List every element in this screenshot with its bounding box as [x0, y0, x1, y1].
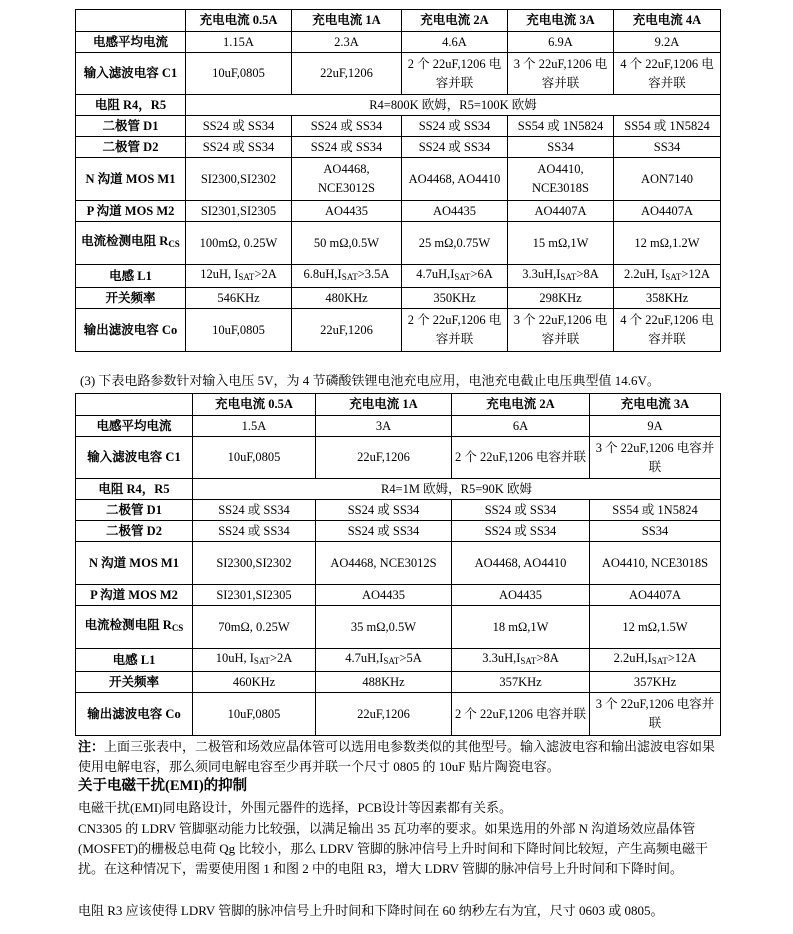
table-header-row	[76, 10, 721, 32]
table-cell: SS24 或 SS34	[402, 116, 508, 137]
note-prefix: 注：	[78, 739, 105, 754]
table-row	[76, 437, 721, 479]
table-row	[76, 542, 721, 585]
table-cell: SS24 或 SS34	[292, 116, 402, 137]
cell-text: >3.5A	[357, 267, 390, 281]
row-label: 输入滤波电容 C1	[76, 437, 193, 479]
table-cell: 3 个 22uF,1206 电容并联	[508, 309, 614, 352]
column-header: 充电电流 1A	[292, 10, 402, 32]
table-row	[76, 201, 721, 222]
row-label-subscript: CS	[171, 623, 184, 633]
table-row	[76, 95, 721, 116]
table-cell: 6A	[452, 416, 590, 437]
column-header: 充电电流 0.5A	[186, 10, 292, 32]
table-cell: 298KHz	[508, 288, 614, 309]
table-cell: 35 mΩ,0.5W	[316, 606, 452, 649]
table-cell: SS24 或 SS34	[316, 521, 452, 542]
row-label: 输入滤波电容 C1	[76, 53, 186, 95]
table-cell: SS24 或 SS34	[452, 500, 590, 521]
emi-paragraph-2: CN3305 的 LDRV 管脚驱动能力比较强，以满足输出 35 瓦功率的要求。如果选用的外部 N 沟道场效应晶体管(MOSFET)的栅极总电荷 Qg 比较小，那么 LDRV 管脚的脉冲信号上升时间和下降时间比较短，产生高频电磁干扰。在这种情况下，需要使用图 1 和图 2 中的电阻 R3，增大 LDRV 管脚的脉冲信号上升时间和下降时间。	[78, 821, 708, 876]
table-cell: 2 个 22uF,1206 电容并联	[402, 309, 508, 352]
cell-text: 6.8uH,I	[303, 267, 342, 281]
table-cell: SS54 或 1N5824	[590, 500, 721, 521]
table-cell: 22uF,1206	[316, 693, 452, 736]
table-cell: AO4468, NCE3012S	[292, 158, 402, 201]
table-cell: 4 个 22uF,1206 电容并联	[614, 309, 721, 352]
table-row	[76, 137, 721, 158]
table-cell: AO4435	[402, 201, 508, 222]
table-cell: SI2300,SI2302	[186, 158, 292, 201]
row-label: 电阻 R4，R5	[76, 95, 186, 116]
table-header-row	[76, 394, 721, 416]
header-corner-cell	[76, 394, 193, 416]
table-cell: AO4435	[292, 201, 402, 222]
table-cell: AO4407A	[590, 585, 721, 606]
table-cell: SS24 或 SS34	[186, 137, 292, 158]
table-row	[76, 479, 721, 500]
table-row	[76, 521, 721, 542]
table-cell: 357KHz	[590, 672, 721, 693]
table-cell: 3 个 22uF,1206 电容并联	[590, 693, 721, 736]
row-label-text: 电流检测电阻 R	[84, 618, 172, 632]
table-cell	[193, 649, 316, 672]
table-note	[78, 737, 718, 777]
row-label: 电感 L1	[76, 649, 193, 672]
table-cell: 10uF,0805	[193, 437, 316, 479]
cell-subscript: SAT	[341, 272, 358, 282]
column-header: 充电电流 0.5A	[193, 394, 316, 416]
table-cell: AO4435	[452, 585, 590, 606]
cell-text: >8A	[536, 651, 559, 665]
emi-section-title: 关于电磁干扰(EMI)的抑制	[78, 778, 248, 794]
cell-text: 3.3uH,I	[522, 267, 561, 281]
table-cell: 2 个 22uF,1206 电容并联	[452, 693, 590, 736]
table-cell: AO4407A	[508, 201, 614, 222]
cell-text: 2.2uH,I	[613, 651, 652, 665]
cell-subscript: SAT	[560, 272, 577, 282]
cell-text: >2A	[269, 651, 293, 665]
table-cell: 22uF,1206	[292, 309, 402, 352]
table-row	[76, 116, 721, 137]
column-header: 充电电流 3A	[508, 10, 614, 32]
spanning-cell: R4=1M 欧姆，R5=90K 欧姆	[193, 479, 721, 500]
table-row	[76, 649, 721, 672]
table-cell: 1.5A	[193, 416, 316, 437]
row-label: 二极管 D1	[76, 116, 186, 137]
table-cell	[186, 265, 292, 288]
table-cell: AO4468, AO4410	[402, 158, 508, 201]
table-cell: 358KHz	[614, 288, 721, 309]
table-cell: 1.15A	[186, 32, 292, 53]
cell-text: 3.3uH,I	[482, 651, 521, 665]
table-cell: 25 mΩ,0.75W	[402, 222, 508, 265]
emi-paragraph-1: 电磁干扰(EMI)同电路设计，外围元器件的选择，PCB设计等因素都有关系。	[78, 800, 513, 815]
cell-subscript: SAT	[520, 656, 537, 666]
table-cell	[590, 649, 721, 672]
table-cell: 70mΩ, 0.25W	[193, 606, 316, 649]
row-label: 输出滤波电容 Co	[76, 693, 193, 736]
table-cell: SI2301,SI2305	[193, 585, 316, 606]
row-label: 二极管 D2	[76, 137, 186, 158]
table-cell	[508, 265, 614, 288]
table-cell: 50 mΩ,0.5W	[292, 222, 402, 265]
cell-subscript: SAT	[238, 272, 255, 282]
table-row	[76, 672, 721, 693]
cell-subscript: SAT	[253, 656, 270, 666]
table-cell: 22uF,1206	[292, 53, 402, 95]
table-cell: 4 个 22uF,1206 电容并联	[614, 53, 721, 95]
row-label: 二极管 D1	[76, 500, 193, 521]
table-cell	[316, 649, 452, 672]
table-cell: SI2301,SI2305	[186, 201, 292, 222]
table-row	[76, 606, 721, 649]
table-3-caption: (3) 下表电路参数针对输入电压 5V，为 4 节磷酸铁锂电池充电应用，电池充电截止电压典型值 14.6V。	[80, 373, 660, 388]
table-cell: AO4468, AO4410	[452, 542, 590, 585]
parameter-table-2	[75, 393, 721, 736]
table-cell: 350KHz	[402, 288, 508, 309]
column-header: 充电电流 3A	[590, 394, 721, 416]
table-cell: 4.6A	[402, 32, 508, 53]
table-cell: SS24 或 SS34	[193, 500, 316, 521]
row-label: 电感平均电流	[76, 32, 186, 53]
table-cell: 22uF,1206	[316, 437, 452, 479]
cell-subscript: SAT	[454, 272, 471, 282]
cell-text: >2A	[254, 267, 277, 281]
cell-subscript: SAT	[651, 656, 668, 666]
cell-text: >12A	[681, 267, 710, 281]
row-label-subscript: CS	[168, 239, 180, 249]
table-row	[76, 158, 721, 201]
table-row	[76, 309, 721, 352]
row-label: 开关频率	[76, 288, 186, 309]
table-cell: AO4468, NCE3012S	[316, 542, 452, 585]
cell-text: 4.7uH,I	[345, 651, 384, 665]
table-cell: 3 个 22uF,1206 电容并联	[508, 53, 614, 95]
cell-text: 10uH, I	[215, 651, 254, 665]
table-cell: SS54 或 1N5824	[508, 116, 614, 137]
row-label: 开关频率	[76, 672, 193, 693]
table-cell: 15 mΩ,1W	[508, 222, 614, 265]
cell-text: >6A	[470, 267, 493, 281]
table-row	[76, 222, 721, 265]
row-label: 二极管 D2	[76, 521, 193, 542]
table-cell: 100mΩ, 0.25W	[186, 222, 292, 265]
row-label: 电阻 R4，R5	[76, 479, 193, 500]
table-cell: 546KHz	[186, 288, 292, 309]
table-cell: AON7140	[614, 158, 721, 201]
table-cell	[614, 265, 721, 288]
table-cell: SS24 或 SS34	[193, 521, 316, 542]
table-cell: SS24 或 SS34	[292, 137, 402, 158]
table-row	[76, 32, 721, 53]
table-row	[76, 288, 721, 309]
cell-text: 2.2uH, I	[624, 267, 666, 281]
row-label	[76, 606, 193, 649]
parameter-table-1	[75, 9, 721, 352]
table-row	[76, 693, 721, 736]
table-cell: SS24 或 SS34	[402, 137, 508, 158]
table-row	[76, 500, 721, 521]
table-cell	[452, 649, 590, 672]
note-text: 上面三张表中，二极管和场效应晶体管可以选用电参数类似的其他型号。输入滤波电容和输出滤波电容如果使用电解电容，那么须同电解电容至少再并联一个尺寸 0805 的 10uF 贴片陶瓷电容。	[78, 739, 716, 774]
table-cell: SI2300,SI2302	[193, 542, 316, 585]
table-cell: 3A	[316, 416, 452, 437]
table-row	[76, 585, 721, 606]
table-cell: 3 个 22uF,1206 电容并联	[590, 437, 721, 479]
table-row	[76, 265, 721, 288]
row-label: N 沟道 MOS M1	[76, 542, 193, 585]
column-header: 充电电流 2A	[452, 394, 590, 416]
table-cell	[402, 265, 508, 288]
table-cell	[292, 265, 402, 288]
cell-text: >12A	[667, 651, 697, 665]
table-cell: 480KHz	[292, 288, 402, 309]
row-label	[76, 222, 186, 265]
column-header: 充电电流 2A	[402, 10, 508, 32]
emi-paragraph-3: 电阻 R3 应该使得 LDRV 管脚的脉冲信号上升时间和下降时间在 60 纳秒左右为宜，尺寸 0603 或 0805。	[78, 903, 664, 918]
table-cell: SS34	[590, 521, 721, 542]
cell-text: >5A	[399, 651, 422, 665]
table-cell: AO4407A	[614, 201, 721, 222]
table-cell: 9.2A	[614, 32, 721, 53]
table-cell: 6.9A	[508, 32, 614, 53]
table-cell: AO4435	[316, 585, 452, 606]
table-cell: SS34	[614, 137, 721, 158]
row-label-text: 电流检测电阻 R	[81, 234, 169, 248]
column-header: 充电电流 1A	[316, 394, 452, 416]
table-cell: 9A	[590, 416, 721, 437]
cell-text: 12uH, I	[200, 267, 239, 281]
row-label: 输出滤波电容 Co	[76, 309, 186, 352]
header-corner-cell	[76, 10, 186, 32]
table-cell: AO4410, NCE3018S	[508, 158, 614, 201]
row-label: P 沟道 MOS M2	[76, 585, 193, 606]
table-row	[76, 416, 721, 437]
spanning-cell: R4=800K 欧姆，R5=100K 欧姆	[186, 95, 721, 116]
table-cell: 357KHz	[452, 672, 590, 693]
table-cell: 460KHz	[193, 672, 316, 693]
table-cell: 488KHz	[316, 672, 452, 693]
cell-text: 4.7uH,I	[416, 267, 455, 281]
row-label: P 沟道 MOS M2	[76, 201, 186, 222]
table-cell: 10uF,0805	[193, 693, 316, 736]
table-cell: SS54 或 1N5824	[614, 116, 721, 137]
cell-text: >8A	[576, 267, 599, 281]
table-cell: SS34	[508, 137, 614, 158]
row-label: N 沟道 MOS M1	[76, 158, 186, 201]
table-cell: SS24 或 SS34	[316, 500, 452, 521]
table-cell: 2 个 22uF,1206 电容并联	[402, 53, 508, 95]
cell-subscript: SAT	[383, 656, 400, 666]
table-cell: AO4410, NCE3018S	[590, 542, 721, 585]
row-label: 电感平均电流	[76, 416, 193, 437]
table-cell: 2 个 22uF,1206 电容并联	[452, 437, 590, 479]
table-cell: 10uF,0805	[186, 53, 292, 95]
table-cell: 18 mΩ,1W	[452, 606, 590, 649]
table-row	[76, 53, 721, 95]
table-cell: 2.3A	[292, 32, 402, 53]
column-header: 充电电流 4A	[614, 10, 721, 32]
table-cell: 12 mΩ,1.5W	[590, 606, 721, 649]
table-cell: SS24 或 SS34	[186, 116, 292, 137]
table-cell: 12 mΩ,1.2W	[614, 222, 721, 265]
table-cell: 10uF,0805	[186, 309, 292, 352]
table-cell: SS24 或 SS34	[452, 521, 590, 542]
cell-subscript: SAT	[665, 272, 682, 282]
row-label: 电感 L1	[76, 265, 186, 288]
